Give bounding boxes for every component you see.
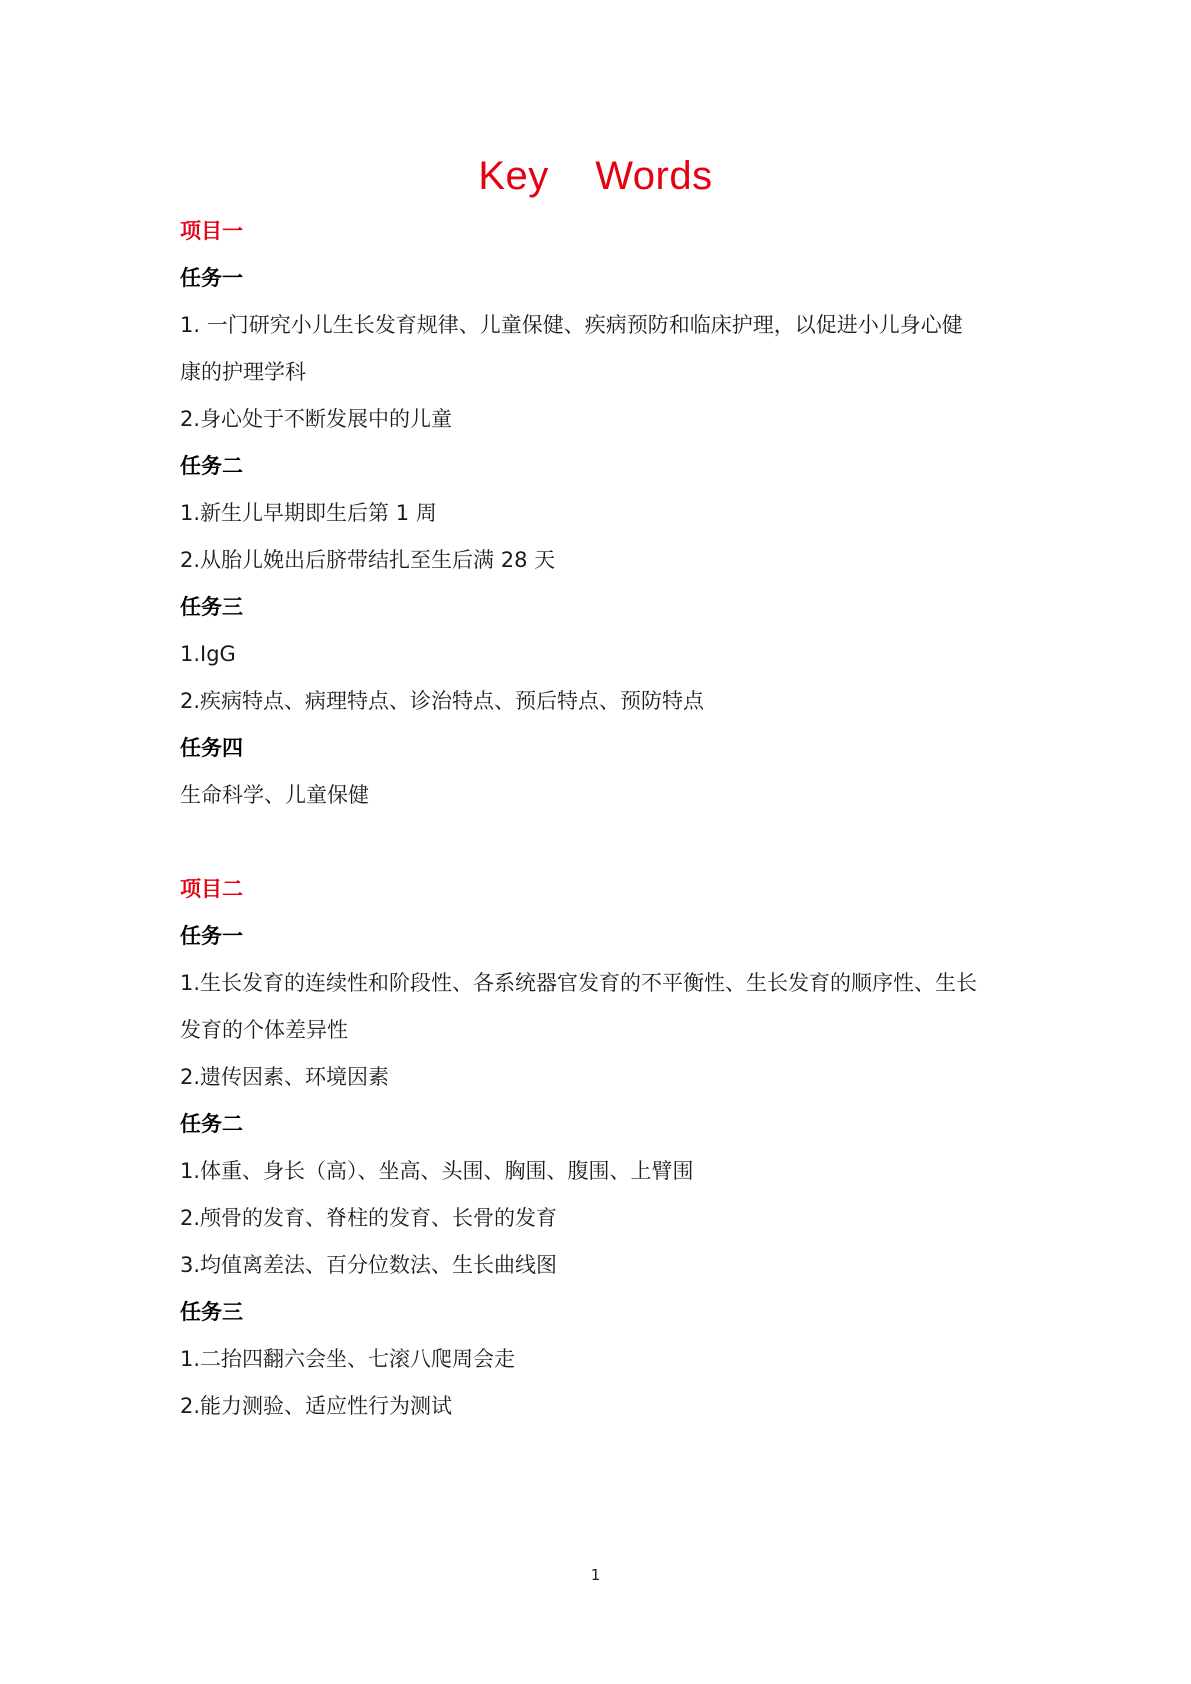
list-item: 1. 一门研究小儿生长发育规律、儿童保健、疾病预防和临床护理，以促进小儿身心健 (180, 313, 963, 337)
task-heading: 任务二 (180, 1112, 243, 1136)
page-number: 1 (590, 1566, 601, 1584)
list-item: 2.能力测验、适应性行为测试 (180, 1394, 453, 1418)
list-item: 康的护理学科 (180, 360, 306, 384)
list-item: 1.生长发育的连续性和阶段性、各系统器官发育的不平衡性、生长发育的顺序性、生长 (180, 971, 978, 995)
list-item: 生命科学、儿童保健 (180, 783, 369, 807)
task-heading: 任务二 (180, 454, 243, 478)
list-item: 1.新生儿早期即生后第 1 周 (180, 501, 437, 525)
list-item: 发育的个体差异性 (180, 1018, 348, 1042)
task-heading: 任务四 (180, 736, 243, 760)
list-item: 1.二抬四翻六会坐、七滚八爬周会走 (180, 1347, 516, 1371)
project-heading: 项目一 (180, 219, 243, 243)
task-heading: 任务三 (180, 595, 243, 619)
list-item: 2.从胎儿娩出后脐带结扎至生后满 28 天 (180, 548, 556, 572)
list-item: 2.身心处于不断发展中的儿童 (180, 407, 453, 431)
task-heading: 任务一 (180, 266, 243, 290)
project-heading: 项目二 (180, 877, 243, 901)
list-item: 3.均值离差法、百分位数法、生长曲线图 (180, 1253, 558, 1277)
list-item: 2.颅骨的发育、脊柱的发育、长骨的发育 (180, 1206, 558, 1230)
document-title: Key Words (478, 154, 713, 198)
task-heading: 任务三 (180, 1300, 243, 1324)
list-item: 1.IgG (180, 642, 236, 666)
task-heading: 任务一 (180, 924, 243, 948)
list-item: 1.体重、身长（高）、坐高、头围、胸围、腹围、上臂围 (180, 1159, 694, 1183)
list-item: 2.疾病特点、病理特点、诊治特点、预后特点、预防特点 (180, 689, 705, 713)
list-item: 2.遗传因素、环境因素 (180, 1065, 390, 1089)
